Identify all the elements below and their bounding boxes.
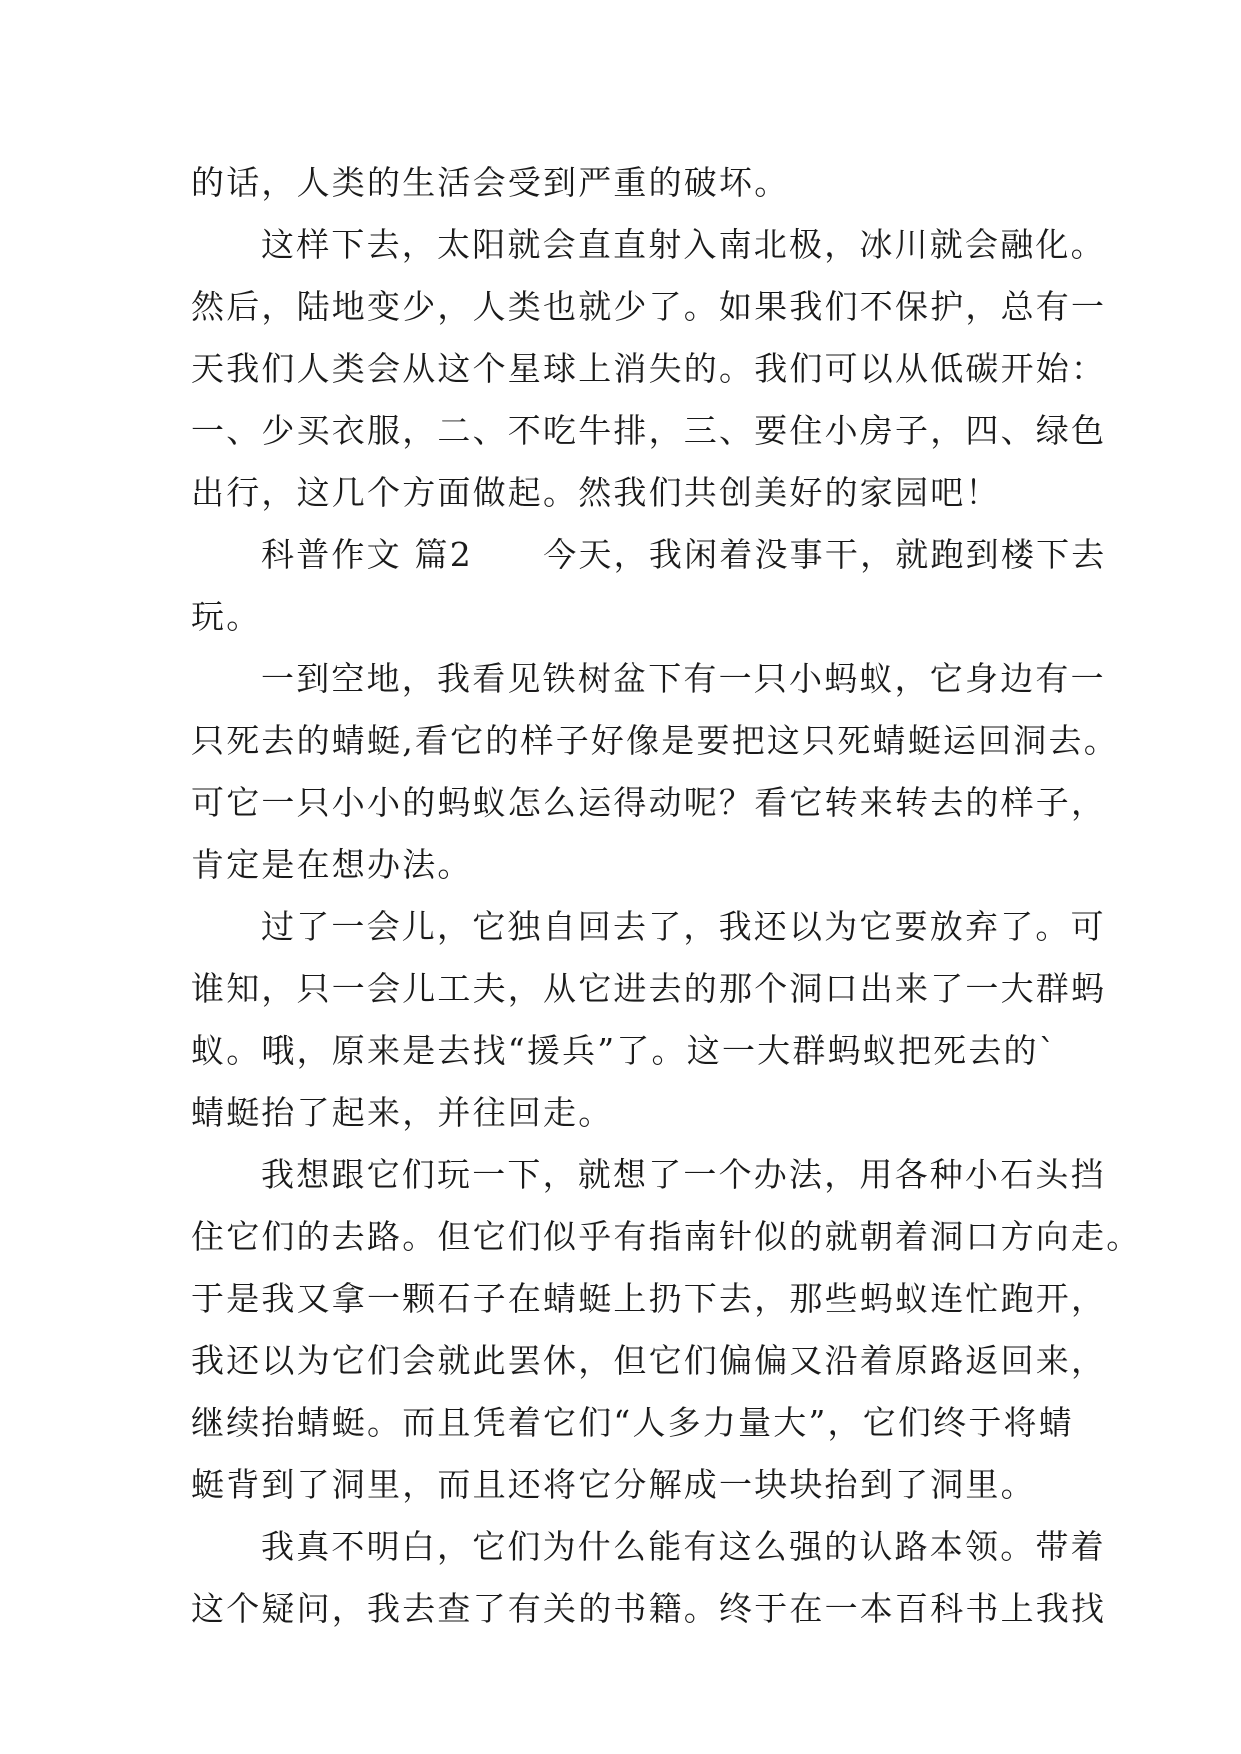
text-line: 谁知，只一会儿工夫，从它进去的那个洞口出来了一大群蚂	[191, 969, 1107, 1008]
text-line: 于是我又拿一颗石子在蜻蜓上扔下去，那些蚂蚁连忙跑开，	[191, 1279, 1107, 1318]
text-line: 住它们的去路。但它们似乎有指南针似的就朝着洞口方向走。	[191, 1217, 1142, 1256]
text-line: 这样下去，太阳就会直直射入南北极，冰川就会融化。	[261, 225, 1106, 264]
text-line: 继续抬蜻蜓。而且凭着它们“人多力量大”，它们终于将蜻	[191, 1403, 1074, 1442]
section-heading-line: 科普作文 篇2 今天，我闲着没事干，就跑到楼下去	[261, 535, 1107, 574]
text-line: 我想跟它们玩一下，就想了一个办法，用各种小石头挡	[261, 1155, 1106, 1194]
text-line: 我真不明白，它们为什么能有这么强的认路本领。带着	[261, 1527, 1106, 1566]
text-line: 这个疑问，我去查了有关的书籍。终于在一本百科书上我找	[191, 1589, 1107, 1628]
text-line: 一到空地，我看见铁树盆下有一只小蚂蚁，它身边有一	[261, 659, 1106, 698]
text-line: 天我们人类会从这个星球上消失的。我们可以从低碳开始：	[191, 349, 1107, 388]
text-line: 出行，这几个方面做起。然我们共创美好的家园吧！	[191, 473, 1001, 512]
text-line: 肯定是在想办法。	[191, 845, 473, 884]
text-line: 可它一只小小的蚂蚁怎么运得动呢？看它转来转去的样子，	[191, 783, 1107, 822]
text-line: 蜓背到了洞里，而且还将它分解成一块块抬到了洞里。	[191, 1465, 1036, 1504]
document-body	[191, 152, 1142, 1640]
text-line: 的话，人类的生活会受到严重的破坏。	[191, 163, 790, 202]
text-line: 一、少买衣服，二、不吃牛排，三、要住小房子，四、绿色	[191, 411, 1107, 450]
text-line: 过了一会儿，它独自回去了，我还以为它要放弃了。可	[261, 907, 1106, 946]
text-line: 只死去的蜻蜓,看它的样子好像是要把这只死蜻蜓运回洞去。	[191, 721, 1119, 760]
text-line: 蜻蜓抬了起来，并往回走。	[191, 1093, 614, 1132]
text-line: 然后，陆地变少，人类也就少了。如果我们不保护，总有一	[191, 287, 1107, 326]
text-line: 玩。	[191, 597, 262, 636]
text-line: 我还以为它们会就此罢休，但它们偏偏又沿着原路返回来，	[191, 1341, 1107, 1380]
text-line: 蚁。哦，原来是去找“援兵”了。这一大群蚂蚁把死去的`	[191, 1031, 1058, 1070]
